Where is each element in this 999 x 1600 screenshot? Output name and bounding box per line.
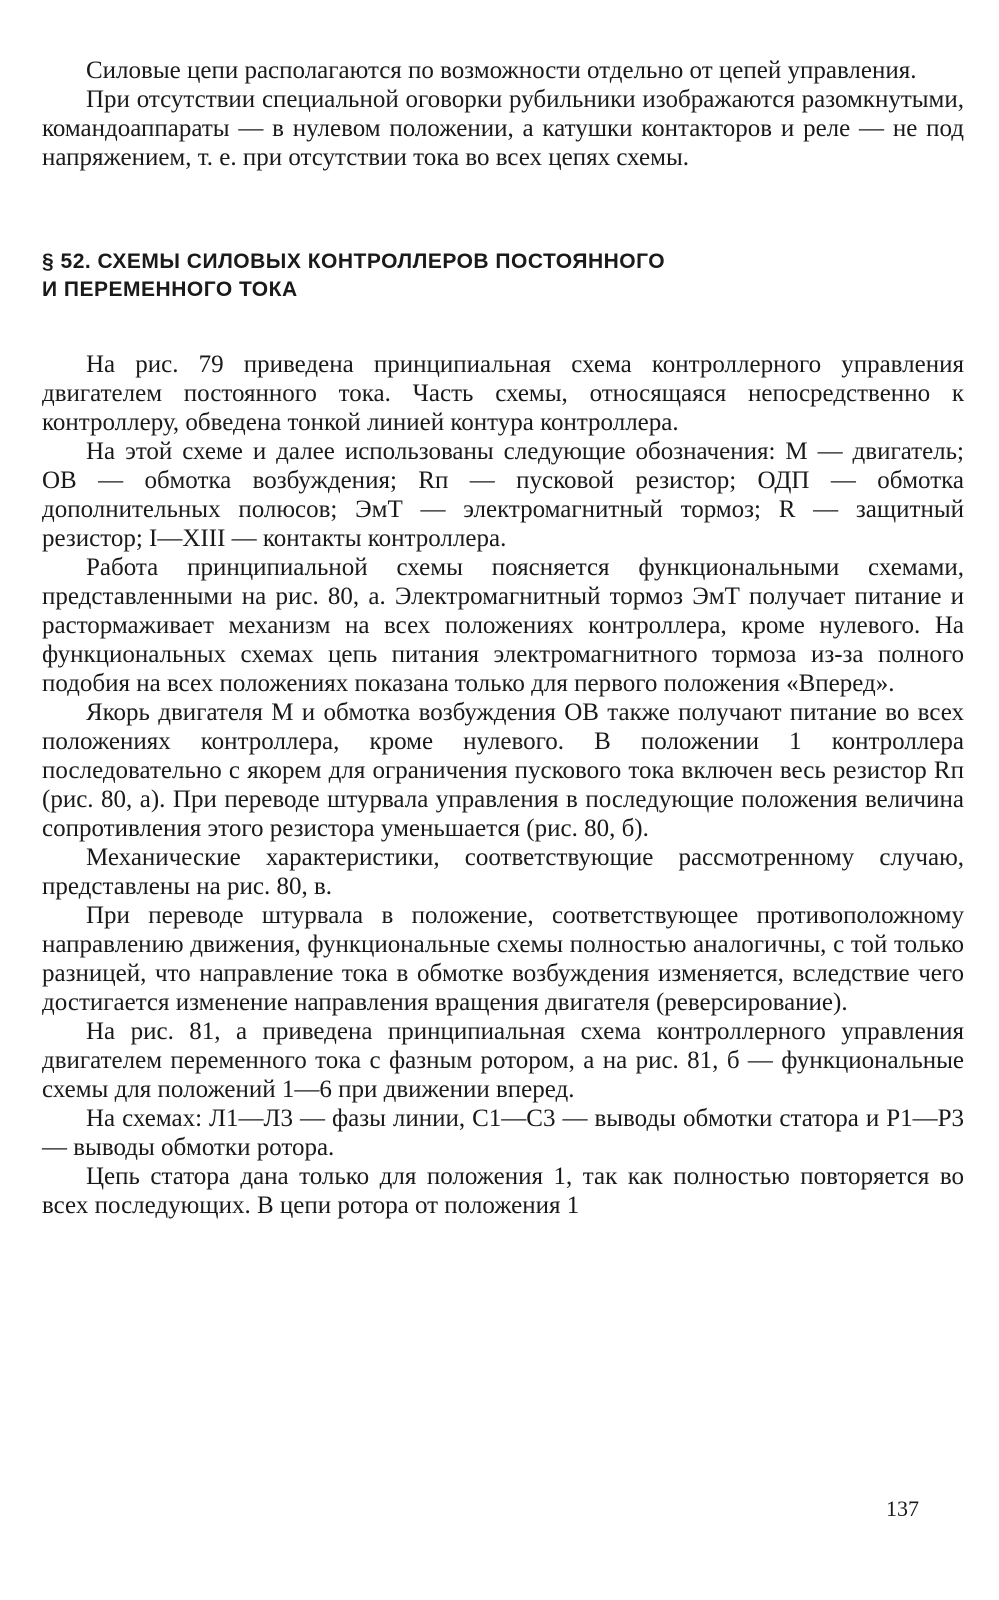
body-paragraph-8: На схемах: Л1—Л3 — фазы линии, С1—С3 — выводы обмотки статора и Р1—Р3 — выводы обмотки ротора. <box>42 1105 964 1161</box>
body-paragraph-2: На этой схеме и далее использованы следующие обозначения: М — двигатель; ОВ — обмотка возбуждения; Rп — пусковой резистор; ОДП — обмотка дополнительных полюсов; ЭмТ — электромагнитный тормоз; R — защитный резистор; I—XIII — контакты контроллера. <box>42 438 964 552</box>
body-paragraph-6: При переводе штурвала в положение, соответствующее противоположному направлению движения, функциональные схемы полностью аналогичны, с той только разницей, что направление тока в обмотке возбуждения изменяется, вследствие чего достигается изменение направления вращения двигателя (реверсирование). <box>42 902 964 1016</box>
body-paragraph-5: Механические характеристики, соответствующие рассмотренному случаю, представлены на рис. 80, в. <box>42 844 964 900</box>
intro-paragraph-2: При отсутствии специальной оговорки рубильники изображаются разомкнутыми, командоаппараты — в нулевом положении, а катушки контакторов и реле — не под напряжением, т. е. при отсутствии тока во всех цепях схемы. <box>42 86 964 171</box>
section-heading <box>42 248 964 304</box>
section-heading-line-2: И ПЕРЕМЕННОГО ТОКА <box>42 278 298 301</box>
body-paragraph-4: Якорь двигателя М и обмотка возбуждения ОВ также получают питание во всех положениях контроллера, кроме нулевого. В положении 1 контроллера последовательно с якорем для ограничения пускового тока включен весь резистор Rп (рис. 80, а). При переводе штурвала управления в последующие положения величина сопротивления этого резистора уменьшается (рис. 80, б). <box>42 699 964 842</box>
page-body <box>42 56 964 1220</box>
section-heading-line-1: § 52. СХЕМЫ СИЛОВЫХ КОНТРОЛЛЕРОВ ПОСТОЯННОГО <box>42 250 666 273</box>
page-number: 137 <box>886 1496 919 1521</box>
body-paragraph-3: Работа принципиальной схемы поясняется функциональными схемами, представленными на рис. 80, а. Электромагнитный тормоз ЭмТ получает питание и растормаживает механизм на всех положениях контроллера, кроме нулевого. На функциональных схемах цепь питания электромагнитного тормоза из-за полного подобия на всех положениях показана только для первого положения «Вперед». <box>42 554 964 697</box>
intro-paragraph-1: Силовые цепи располагаются по возможности отдельно от цепей управления. <box>86 57 917 84</box>
body-paragraph-1: На рис. 79 приведена принципиальная схема контроллерного управления двигателем постоянного тока. Часть схемы, относящаяся непосредственно к контроллеру, обведена тонкой линией контура контроллера. <box>42 351 964 436</box>
body-paragraph-7: На рис. 81, а приведена принципиальная схема контроллерного управления двигателем переменного тока с фазным ротором, а на рис. 81, б — функциональные схемы для положений 1—6 при движении вперед. <box>42 1018 964 1103</box>
body-paragraph-9: Цепь статора дана только для положения 1, так как полностью повторяется во всех последующих. В цепи ротора от положения 1 <box>42 1163 964 1219</box>
